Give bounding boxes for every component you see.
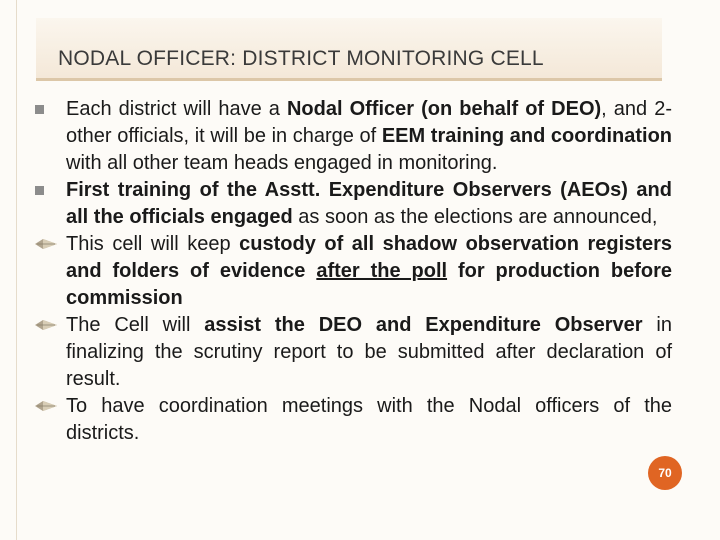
bullet-item: Each district will have a Nodal Officer (on behalf of DEO), and 2- other officials, it will be in charge of EEM training and coordination with all other team heads engaged in monitoring. [32, 96, 672, 177]
square-bullet-icon [32, 177, 66, 204]
slide-title: NODAL OFFICER: DISTRICT MONITORING CELL [58, 47, 544, 70]
pen-nib-bullet-icon [32, 312, 66, 339]
bullet-item: To have coordination meetings with the Nodal officers of the districts. [32, 393, 672, 447]
square-bullet-icon [32, 96, 66, 123]
left-border-line [16, 0, 17, 540]
pen-nib-bullet-icon [32, 393, 66, 420]
bullet-item: The Cell will assist the DEO and Expenditure Observer in finalizing the scrutiny report to be submitted after declaration of result. [32, 312, 672, 393]
pen-nib-bullet-icon [32, 231, 66, 258]
page-number-badge: 70 [648, 456, 682, 490]
bullet-list [32, 96, 672, 447]
bullet-item: First training of the Asstt. Expenditure Observers (AEOs) and all the officials engaged as soon as the elections are announced, [32, 177, 672, 231]
bullet-item: This cell will keep custody of all shadow observation registers and folders of evidence after the poll for production before commission [32, 231, 672, 312]
